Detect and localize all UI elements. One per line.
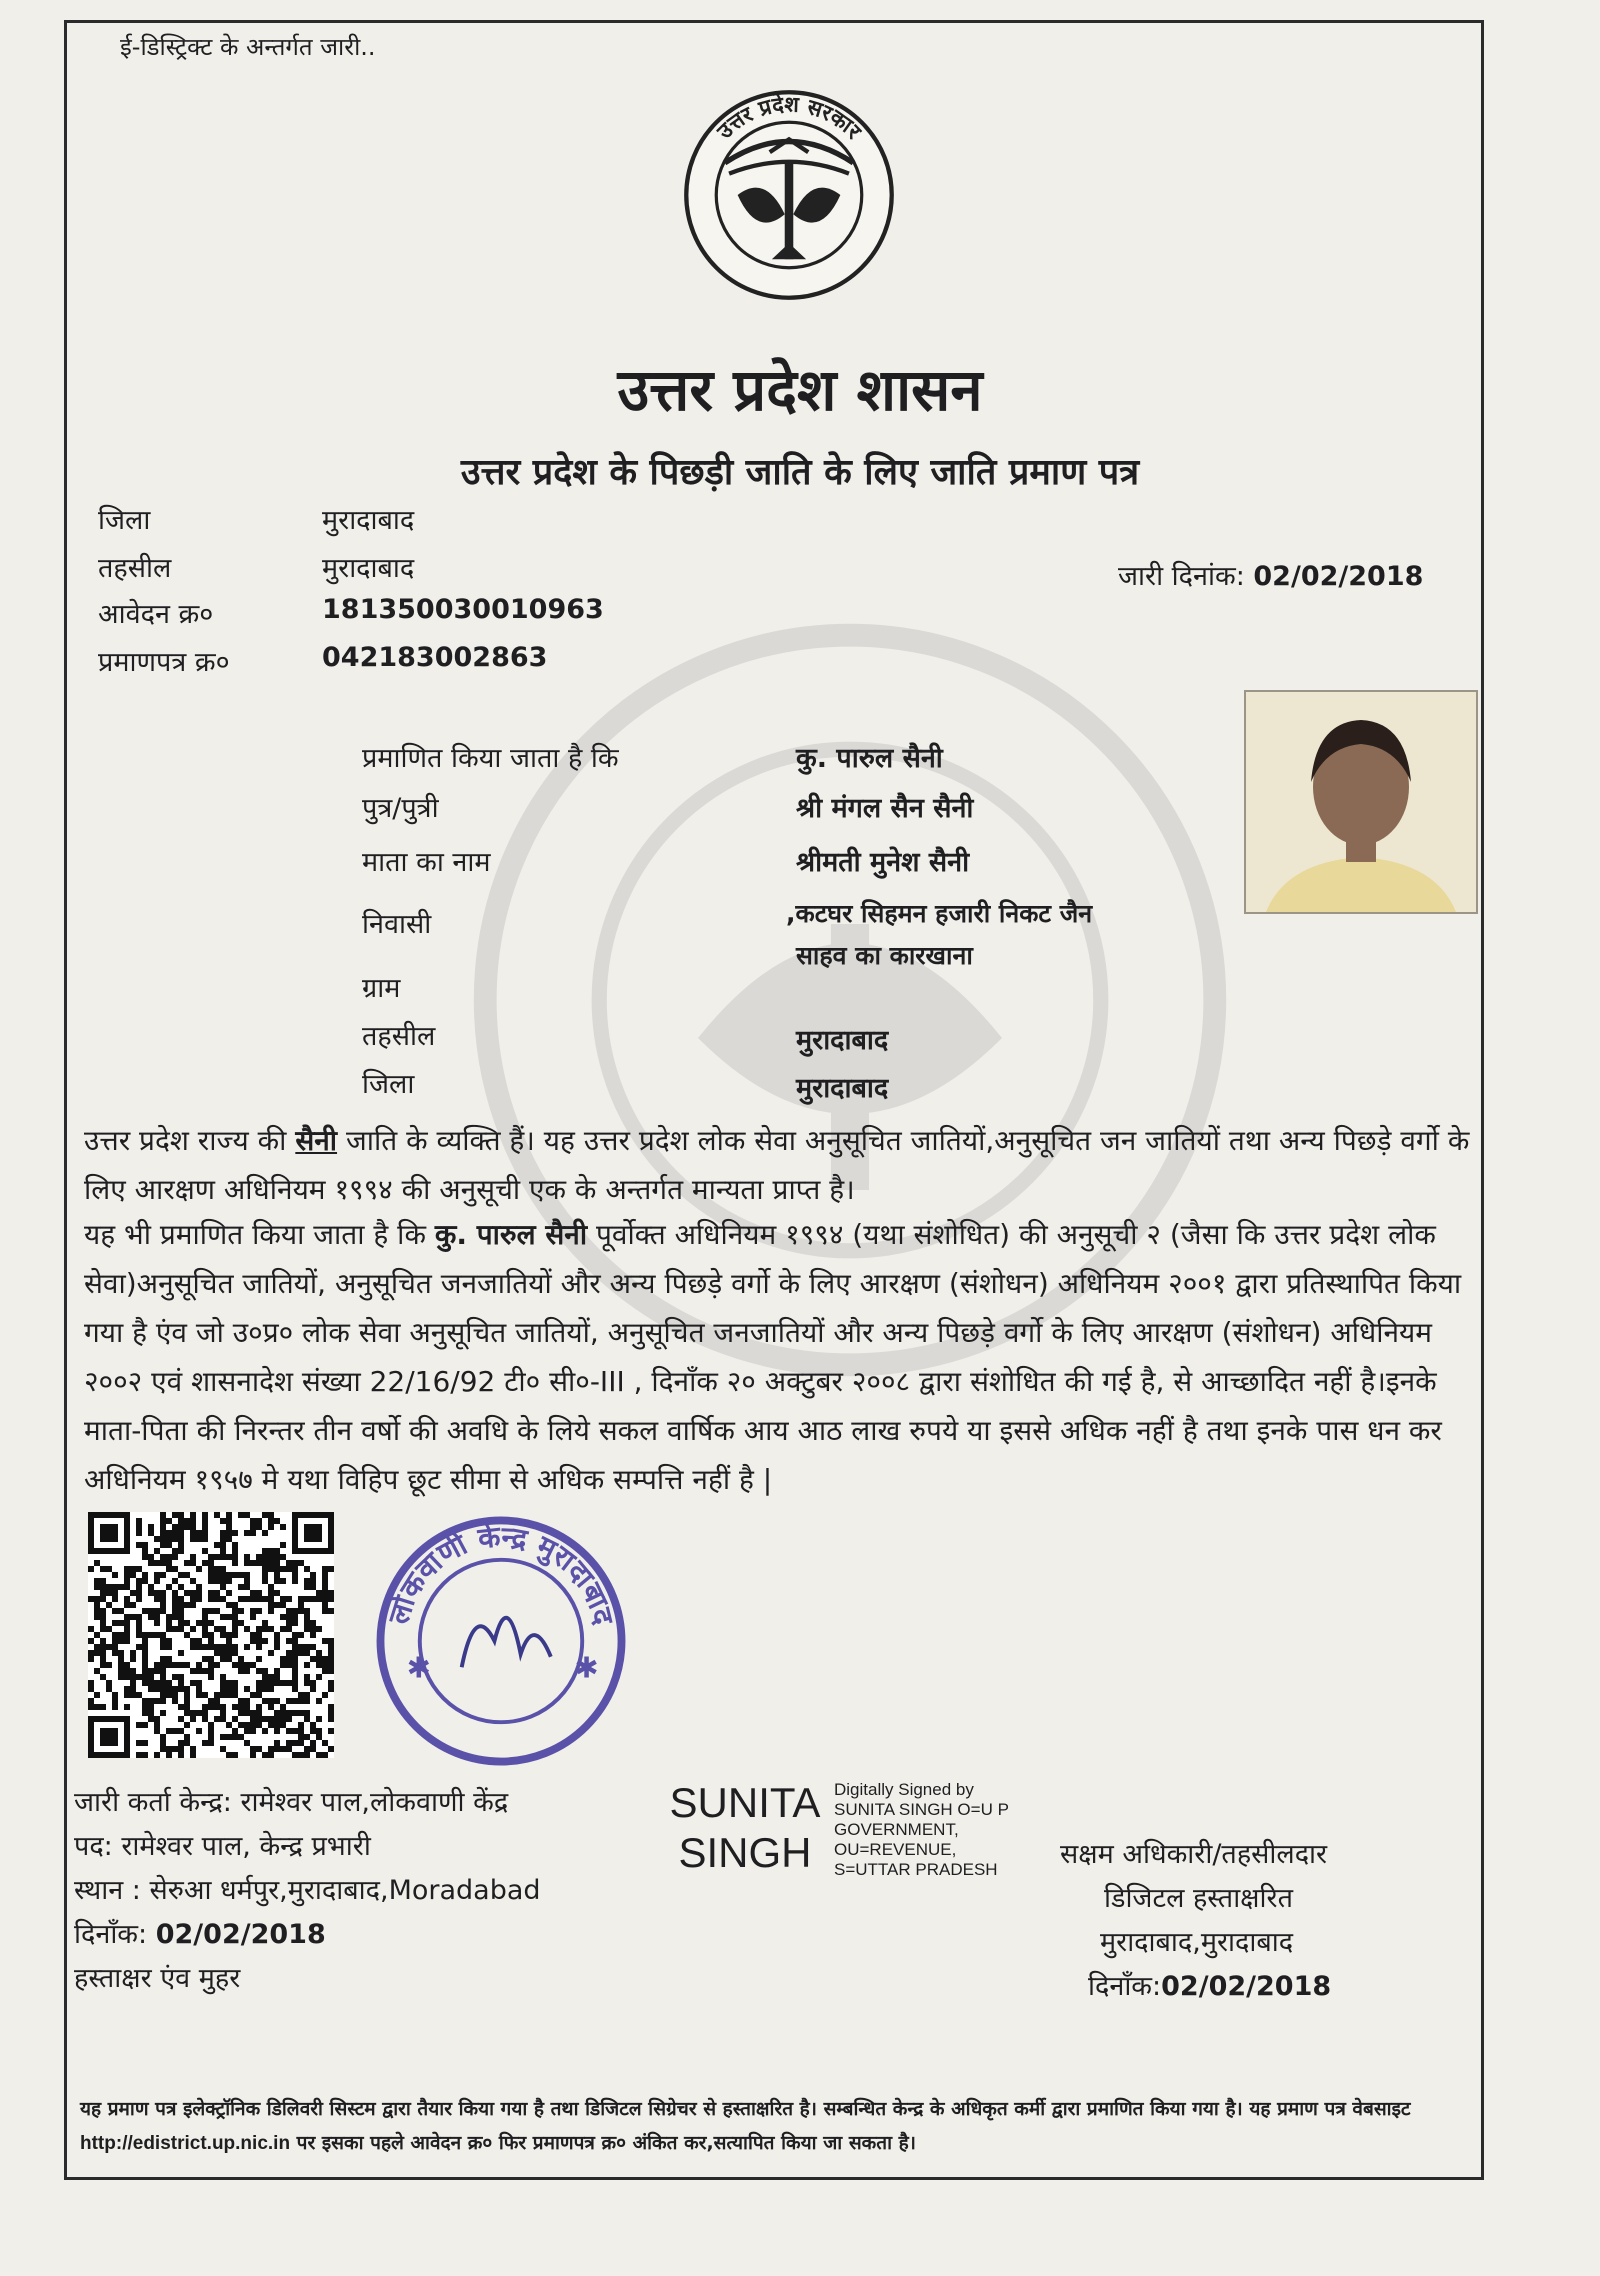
para2-text-end: पूर्वोक्त अधिनियम १९९४ (यथा संशोधित) की अनुसूची २ (जैसा कि उत्तर प्रदेश लोक सेवा)अनुसूचित जातियों, अनुसूचित जनजातियों और अन्य पिछड़े वर्गो के लिए आरक्षण (संशोधन) अधिनियम २००१ द्वारा प्रतिस्थापित किया गया है एंव जो उ०प्र० लोक सेवा अनुसूचित जातियों, अनुसूचित जनजातियों और अन्य पिछड़े वर्गो के लिए आरक्षण (संशोधन) अधिनियम २००२ एवं शासनादेश संख्या 22/16/92 टी० सी०-III , दिनाँक २० अक्टुबर २००८ द्वारा संशोधित की गई है, से आच्छादित नहीं है।इनके माता-पिता की निरन्तर तीन वर्षो की अवधि के लिये सकल वार्षिक आय आठ लाख रुपये या इससे अधिक नहीं है तथा इनके पास धन कर अधिनियम १९५७ मे यथा विहिप छूट सीमा से अधिक सम्पत्ति नहीं है | — [84, 1218, 1462, 1496]
digital-signature-detail: GOVERNMENT, — [834, 1820, 959, 1839]
svg-text:लोकवाणी केन्द्र मुरादाबाद — [381, 1519, 621, 1629]
certificate-title: उत्तर प्रदेश के पिछड़ी जाति के लिए जाति प्रमाण पत्र — [460, 452, 1140, 493]
officer-title: सक्षम अधिकारी/तहसीलदार — [1060, 1839, 1328, 1870]
meta-tehsil-value: मुरादाबाद — [322, 553, 415, 584]
officer-digitally-signed: डिजिटल हस्ताक्षरित — [1104, 1883, 1293, 1914]
svg-text:उत्तर प्रदेश सरकार — [712, 92, 867, 146]
para2-applicant-name: कु. पारुल सैनी — [434, 1218, 588, 1251]
officer-date — [1088, 1966, 1331, 2003]
certified-label: प्रमाणित किया जाता है कि — [362, 743, 619, 774]
issue-date-label: जारी दिनांक: — [1118, 561, 1245, 592]
svg-text:✱: ✱ — [406, 1650, 431, 1685]
digital-signer-name-line-2: SINGH — [678, 1829, 812, 1876]
issuer-post: पद: रामेश्वर पाल, केन्द्र प्रभारी — [74, 1831, 371, 1862]
emblem-ring-text — [682, 88, 896, 302]
address-line-1: ,कटघर सिहमन हजारी निकट जैन — [786, 899, 1093, 928]
son-daughter-label: पुत्र/पुत्री — [362, 793, 439, 824]
village-label: ग्राम — [362, 973, 401, 1004]
resident-label: निवासी — [362, 909, 432, 940]
digital-signature-detail: S=UTTAR PRADESH — [834, 1860, 998, 1879]
officer-place: मुरादाबाद,मुरादाबाद — [1100, 1927, 1294, 1958]
officer-date-label: दिनाँक: — [1088, 1971, 1162, 2002]
issuer-date — [74, 1914, 326, 1951]
issuing-center: जारी कर्ता केन्द्र: रामेश्वर पाल,लोकवाणी केंद्र — [74, 1787, 509, 1818]
meta-tehsil-label: तहसील — [98, 553, 172, 584]
stamp-text: लोकवाणी केन्द्र मुरादाबाद — [381, 1519, 621, 1628]
person-tehsil-value: मुरादाबाद — [796, 1025, 889, 1056]
emblem-ring-label: उत्तर प्रदेश सरकार — [712, 92, 866, 145]
mother-name: श्रीमती मुनेश सैनी — [796, 847, 970, 878]
issue-date — [1118, 556, 1423, 593]
applicant-photo — [1244, 690, 1478, 914]
qr-code — [88, 1512, 334, 1758]
meta-district-value: मुरादाबाद — [322, 505, 415, 536]
digital-signature-detail: SUNITA SINGH O=U P — [834, 1800, 1009, 1819]
person-tehsil-label: तहसील — [362, 1021, 436, 1052]
address-line-2: साहव का कारखाना — [796, 941, 973, 970]
issuer-date-value: 02/02/2018 — [155, 1919, 326, 1950]
para1-text-end: जाति के व्यक्ति हैं। यह उत्तर प्रदेश लोक सेवा अनुसूचित जातियों,अनुसूचित जन जातियों तथा अन्य पिछड़े वर्गो के लिए आरक्षण अधिनियम १९९४ की अनुसूची एक के अन्तर्गत मान्यता प्राप्त है। — [84, 1124, 1470, 1206]
person-district-value: मुरादाबाद — [796, 1073, 889, 1104]
meta-application-no-label: आवेदन क्र० — [98, 599, 214, 630]
applicant-photo-portrait-icon — [1246, 692, 1476, 912]
verification-footer — [80, 2092, 1470, 2161]
father-name: श्री मंगल सैन सैनी — [796, 793, 974, 824]
digital-signer-name — [652, 1778, 838, 1878]
para1-text-start: उत्तर प्रदेश राज्य की — [84, 1124, 296, 1157]
person-district-label: जिला — [362, 1069, 415, 1100]
svg-text:✱: ✱ — [574, 1650, 599, 1685]
meta-district-label: जिला — [98, 505, 151, 536]
qr-code-icon — [88, 1512, 334, 1758]
digital-signer-name-line-1: SUNITA — [669, 1779, 821, 1826]
lokvani-seal-stamp — [370, 1510, 632, 1772]
issuer-place: स्थान : सेरुआ धर्मपुर,मुरादाबाद,Moradabad — [74, 1875, 541, 1906]
sign-and-seal-label: हस्ताक्षर एंव मुहर — [74, 1963, 241, 1994]
meta-certificate-no-value: 042183002863 — [322, 642, 548, 673]
digital-signature-details — [834, 1780, 1009, 1880]
mother-label: माता का नाम — [362, 847, 491, 878]
creamy-layer-paragraph — [84, 1210, 1474, 1504]
caste-statement-paragraph — [84, 1116, 1474, 1214]
officer-date-value: 02/02/2018 — [1161, 1971, 1332, 2002]
applicant-name: कु. पारुल सैनी — [796, 743, 943, 774]
issuer-date-label: दिनाँक: — [74, 1919, 148, 1950]
meta-certificate-no-label: प्रमाणपत्र क्र० — [98, 647, 230, 678]
footer-text-end: पर इसका पहले आवेदन क्र० फिर प्रमाणपत्र क्र० अंकित कर,सत्यापित किया जा सकता है। — [290, 2132, 916, 2154]
caste-name: सैनी — [295, 1124, 338, 1157]
verification-url-link[interactable]: http://edistrict.up.nic.in — [80, 2133, 291, 2154]
meta-application-no-value: 181350030010963 — [322, 594, 604, 625]
footer-text-start: यह प्रमाण पत्र इलेक्ट्रॉनिक डिलिवरी सिस्टम द्वारा तैयार किया गया है तथा डिजिटल सिग्रेचर से हस्ताक्षरित है। सम्बन्धित केन्द्र के अधिकृत कर्मी द्वारा प्रमाणित किया गया है। यह प्रमाण पत्र वेबसाइट — [80, 2098, 1411, 2120]
para2-text-start: यह भी प्रमाणित किया जाता है कि — [84, 1218, 435, 1251]
government-title: उत्तर प्रदेश शासन — [617, 356, 983, 424]
header-note: ई-डिस्ट्रिक्ट के अन्तर्गत जारी.. — [120, 33, 376, 61]
issue-date-value: 02/02/2018 — [1253, 561, 1424, 592]
digital-signature-detail: OU=REVENUE, — [834, 1840, 957, 1859]
digital-signature-detail: Digitally Signed by — [834, 1780, 974, 1799]
